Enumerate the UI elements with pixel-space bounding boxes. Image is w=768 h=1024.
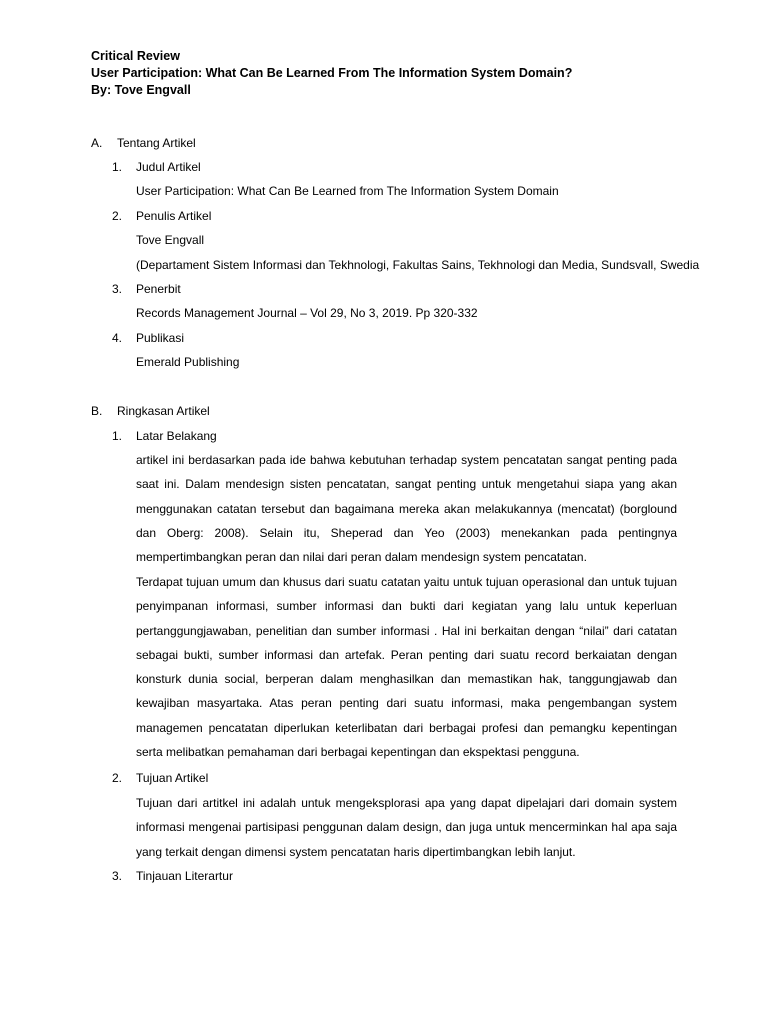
author-name-value: Tove Engvall [136, 233, 205, 247]
purpose-paragraph: Tujuan dari artitkel ini adalah untuk mengeksplorasi apa yang dapat dipelajari dari domain system informasi mengenai partisipasi penggunan dalam design, dan juga untuk mencerminkan hal apa saja yang terkait dengan dimensi system pencatatan haris dipertimbangkan lebih lanjut. [136, 796, 677, 859]
section-b-item-3-title: Tinjauan Literartur [136, 869, 233, 883]
publication-value: Emerald Publishing [136, 355, 240, 369]
header-article-title: User Participation: What Can Be Learned From The Information System Domain? [91, 66, 573, 80]
section-a-item-4-title: Publikasi [136, 331, 185, 345]
section-a-title: Tentang Artikel [117, 136, 196, 150]
section-a-item-1-title: Judul Artikel [136, 160, 201, 174]
section-b-item-3-number: 3. [112, 869, 123, 883]
section-a-item-2-title: Penulis Artikel [136, 209, 212, 223]
header-title: Critical Review [91, 49, 180, 63]
section-a-item-2-number: 2. [112, 209, 123, 223]
header-author: By: Tove Engvall [91, 83, 191, 97]
author-affiliation-value: (Departament Sistem Informasi dan Tekhnologi, Fakultas Sains, Tekhnologi dan Media, Sundsvall, Swedia [136, 258, 700, 272]
article-title-value: User Participation: What Can Be Learned from The Information System Domain [136, 184, 559, 198]
section-b-item-2-title: Tujuan Artikel [136, 771, 209, 785]
section-a-item-3-number: 3. [112, 282, 123, 296]
document-header [91, 48, 572, 99]
background-paragraph-2: Terdapat tujuan umum dan khusus dari suatu catatan yaitu untuk tujuan operasional dan untuk tujuan penyimpanan informasi, sumber informasi dan bukti dari kegiatan yang lalu untuk keperluan pertanggungjawaban, penelitian dan sumber informasi . Hal ini berkaitan dengan “nilai” dari catatan sebagai bukti, sumber informasi dan artefak. Peran penting dari suatu record berkaiatan dengan konsturk dunia social, berperan dalam menghasilkan dan memastikan hak, tanggungjawab dan kewajiban masyartaka. Atas peran penting dari suatu informasi, maka pengembangan system managemen pencatatan diperlukan keterlibatan dari berbagai profesi dan pemangku kepentingan serta melibatkan pemahaman dari berbagai kepentingan dan ekspektasi pengguna. [136, 575, 677, 760]
section-a-item-1-number: 1. [112, 160, 123, 174]
background-paragraph-1: artikel ini berdasarkan pada ide bahwa kebutuhan terhadap system pencatatan sangat penting pada saat ini. Dalam mendesign sisten pencatatan, sangat penting untuk mengetahui siapa yang akan menggunakan catatan tersebut dan bagaimana mereka akan melakukannya (mencatat) (borglound dan Oberg: 2008). Selain itu, Sheperad dan Yeo (2003) menekankan pada pentingnya mempertimbangkan peran dan nilai dari peran dalam mendesign system pencatatan. [136, 453, 677, 565]
section-b-item-2-number: 2. [112, 771, 123, 785]
section-a-item-4-number: 4. [112, 331, 123, 345]
section-b-title: Ringkasan Artikel [117, 404, 210, 418]
section-a-item-3-title: Penerbit [136, 282, 181, 296]
section-b-item-1-title: Latar Belakang [136, 429, 217, 443]
publisher-value: Records Management Journal – Vol 29, No 3, 2019. Pp 320-332 [136, 306, 478, 320]
section-a-letter: A. [91, 136, 103, 150]
section-b-item-1-number: 1. [112, 429, 123, 443]
section-b-letter: B. [91, 404, 103, 418]
